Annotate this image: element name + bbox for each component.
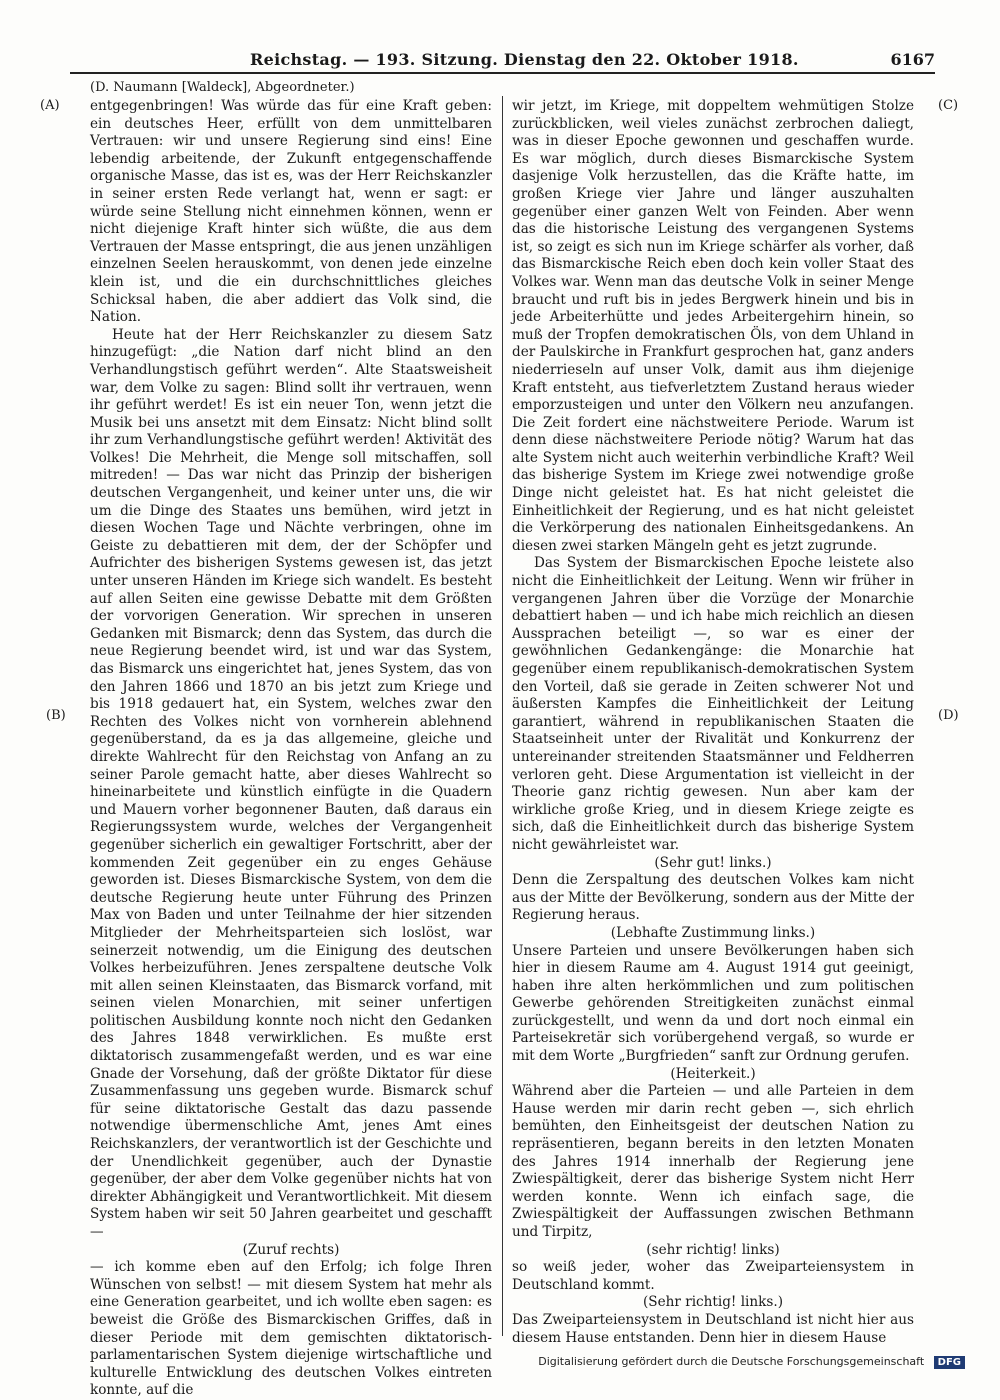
paragraph: Unsere Parteien und unsere Bevölkerungen haben sich hier in diesem Raume am 4. August 1914 gut geeinigt, haben ihre alten herkömmlichen und zum politischen Gewerbe gehörenden Streitigkeiten zunächst einmal zurückgestellt, und wenn da und dort noch einmal ein Parteisekretär sich vorübergehend vergaß, so wurde er mit dem Worte „Burgfrieden“ sanft zur Ordnung gerufen.: [512, 942, 914, 1065]
margin-marker-c: (C): [938, 98, 959, 113]
interjection: (Sehr gut! links.): [654, 854, 772, 871]
margin-marker-d: (D): [938, 708, 959, 723]
interjection: (Lebhafte Zustimmung links.): [610, 924, 816, 941]
dfg-logo: DFG: [934, 1356, 965, 1369]
footer-credit: [538, 1355, 965, 1369]
interjection: (Sehr richtig! links.): [642, 1294, 784, 1311]
header-rule: [70, 72, 935, 74]
paragraph: Denn die Zerspaltung des deutschen Volkes kam nicht aus der Mitte der Bevölkerung, sondern aus der Mitte der Regierung heraus.: [512, 872, 914, 924]
speaker-line: (D. Naumann [Waldeck], Abgeordneter.): [90, 80, 355, 95]
paragraph: Das System der Bismarckischen Epoche leistete also nicht die Einheitlichkeit der Leitung. Wenn wir früher in vergangenen Jahren über die Vorzüge der Monarchie debattiert haben — und ich habe mich reichlich an diesen Aussprachen beteiligt —, so war es einer der gewöhnlichen Gedankengänge: die Monarchie hat gegenüber einem republikanisch-demokratischen System den Vorteil, daß sie gerade in Zeiten schwerer Not und äußersten Kampfes die Einheitlichkeit der Leitung garantiert, während in republikanischen Staaten die Staatseinheit unter der Rivalität und Konkurrenz der untereinander streitenden Staatsmänner und Feldherren verloren geht. Diese Argumentation ist vielleicht in der Theorie ganz richtig gewesen. Nun aber kam der wirkliche große Krieg, und in diesem Kriege zeigte es sich, daß die Einheitlichkeit durch das bisherige System nicht gewährleistet war.: [512, 555, 914, 853]
footer-text: Digitalisierung gefördert durch die Deutsche Forschungsgemeinschaft: [538, 1355, 925, 1368]
paragraph: Das Zweiparteiensystem in Deutschland ist nicht hier aus diesem Hause entstanden. Denn hier in diesem Hause: [512, 1311, 914, 1346]
header-title: Reichstag. — 193. Sitzung. Dienstag den 22. Oktober 1918.: [250, 50, 799, 69]
margin-marker-b: (B): [46, 708, 66, 723]
column-divider: [502, 96, 503, 1336]
paragraph: — ich komme eben auf den Erfolg; ich folge Ihren Wünschen von selbst! — mit diesem System hat mehr als eine Generation gearbeitet, und ich wollte eben sagen: es beweist die Größe des Bismarckischen Griffes, daß in dieser Periode mit dem gemischten diktatorisch-parlamentarischen System diejenige wirtschaftliche und kulturelle Entwicklung des deutschen Volkes eintreten konnte, auf die: [90, 1259, 492, 1399]
margin-marker-a: (A): [40, 98, 60, 113]
paragraph: entgegenbringen! Was würde das für eine Kraft geben: ein deutsches Heer, erfüllt von dem unmittelbaren Vertrauen: wir und unsere Regierung sind eins! Eine lebendig arbeitende, der Zukunft entgegenschaffende organische Masse, das ist es, was der Herr Reichskanzler in seiner ersten Rede verlangt hat, wenn er sagt: er würde seine Stellung nicht einnehmen können, wenn er nicht diejenige Kraft hinter sich wüßte, die aus dem Vertrauen der Masse entspringt, die aus jenen unzähligen einzelnen Seelen herauskommt, von denen jede einzelne klein ist, und die ein durchschnittliches gleiches Schicksal haben, die aber addiert das Volk sind, die Nation.: [90, 98, 492, 326]
interjection: (sehr richtig! links): [646, 1241, 780, 1258]
interjection: (Heiterkeit.): [670, 1065, 756, 1082]
left-column: [90, 98, 492, 1400]
paragraph: so weiß jeder, woher das Zweiparteiensystem in Deutschland kommt.: [512, 1259, 914, 1293]
paragraph: Heute hat der Herr Reichskanzler zu diesem Satz hinzugefügt: „die Nation darf nicht blind an den Verhandlungstisch geführt werden“. Alte Staatsweisheit war, dem Volke zu sagen: Blind sollt ihr vertrauen, wenn ihr geführt werdet! Es ist ein neuer Ton, wenn jetzt die Musik bei uns ansetzt mit dem Einsatz: Nicht blind sollt ihr zum Verhandlungstische geführt werden! Aktivität des Volkes! Die Mehrheit, die Menge soll mitschaffen, soll mitreden! — Das war nicht das Prinzip der bisherigen deutschen Vergangenheit, und keiner unter uns, die wir um die Dinge des Staates uns bemühen, wird jetzt in diesen Wochen Tage und Nächte verbringen, ohne im Geiste zu debattieren mit dem, der der Schöpfer und Aufrichter des bisherigen Systems gewesen ist, das jetzt unter unseren Händen im Kriege sich wandelt. Es besteht auf allen Seiten eine gewisse Debatte mit dem Größten der vorvorigen Generation. Wir sprechen in unseren Gedanken mit Bismarck; denn das System, das durch die neue Regierung beendet wird, ist und war das System, das Bismarck uns eingerichtet hat, jenes System, das von den Jahren 1866 und 1870 an bis jetzt zum Kriege und bis 1918 gedauert hat, ein System, welches zwar den Rechten des Volkes nicht von vornherein ablehnend gegenüberstand, da es ja das allgemeine, gleiche und direkte Wahlrecht für den Reichstag von Anfang an zu seiner Parole gemacht hatte, aber dieses Wahlrecht so hineinarbeitete und künstlich einfügte in die Quadern und Mauern vorher begonnener Bauten, daß daraus ein Regierungssystem wurde, welches der Vergangenheit gegenüber sicherlich ein gewaltiger Fortschritt, aber der kommenden Zeit gegenüber ein zu enges Gehäuse geworden ist. Dieses Bismarckische System, von dem die deutsche Regierung heute unter Führung des Prinzen Max von Baden und unter Teilnahme der hier sitzenden Mitglieder der Mehrheitsparteien sich loslöst, war seinerzeit notwendig, um die Einigung des deutschen Volkes herbeizuführen. Jenes zerspaltene deutsche Volk mit allen seinen Kleinstaaten, das Bismarck vorfand, mit seinen vielen Monarchien, mit seiner unfertigen politischen Ausbildung konnte noch nicht den Gedanken des Jahres 1848 verwirklichen. Es mußte erst diktatorisch zusammengefaßt werden, und es war eine Gnade der Vorsehung, daß der größte Diktator für diese Zusammenfassung uns gegeben wurde. Bismarck schuf für seine diktatorische Gestalt das dazu passende notwendige übermenschliche Amt, jenes Amt eines Reichskanzlers, der verantwortlich ist der Geschichte und der Unendlichkeit gegenüber, auch der Dynastie gegenüber, der aber dem Volke gegenüber nichts hat von direkter Abhängigkeit und Verantwortlichkeit. Mit diesem System haben wir seit 50 Jahren gearbeitet und geschafft —: [90, 326, 492, 1240]
right-column: [512, 98, 914, 1347]
page-header: [70, 50, 935, 72]
page-number: 6167: [890, 50, 935, 69]
interjection: (Zuruf rechts): [242, 1241, 340, 1258]
paragraph: wir jetzt, im Kriege, mit doppeltem wehmütigen Stolze zurückblicken, weil vieles zunächst zerbrochen daliegt, was in dieser Epoche gewonnen und geschaffen wurde. Es war möglich, durch dieses Bismarckische System dasjenige Volk herzustellen, das die Kräfte hatte, im großen Kriege vier Jahre und länger auszuhalten gegenüber einer ganzen Welt von Feinden. Aber wenn das die historische Leistung des vergangenen Systems ist, so zeigt es sich nun im Kriege schärfer als vorher, daß das Bismarckische Reich eben doch kein voller Staat des Volkes war. Wenn man das deutsche Volk in seiner Menge braucht und ruft bis in jedes Bergwerk hinein und bis in jede Arbeiterhütte und jedes Arbeitergehirn hinein, so muß der Tropfen demokratischen Öls, von dem Uhland in der Paulskirche in Frankfurt gesprochen hat, ganz anders niederrieseln auf unser Volk, damit aus ihm diejenige Kraft entsteht, aus tiefverletztem Zustand heraus wieder emporzusteigen und unter den Völkern neu anzufangen. Die Zeit fordert eine nächstweitere Periode. Warum ist denn diese nächstweitere Periode nötig? Warum hat das alte System nicht auch weiterhin verbindliche Kraft? Weil das bisherige System im Kriege zwei notwendige große Dinge nicht geleistet hat. Es hat nicht geleistet die Einheitlichkeit der Regierung, und es hat nicht geleistet die Verkörperung des nationalen Einheitsgedankens. An diesen zwei starken Mängeln geht es jetzt zugrunde.: [512, 98, 914, 554]
paragraph: Während aber die Parteien — und alle Parteien in dem Hause werden mir darin recht geben —, sich ehrlich bemühten, den Einheitsgeist der deutschen Nation zu repräsentieren, begann bereits in den letzten Monaten des Jahres 1914 innerhalb der Regierung jene Zwiespältigkeit, derer das bisherige System nicht Herr werden konnte. Wenn ich einfach sage, die Zwiespältigkeit der Auffassungen zwischen Bethmann und Tirpitz,: [512, 1083, 914, 1240]
